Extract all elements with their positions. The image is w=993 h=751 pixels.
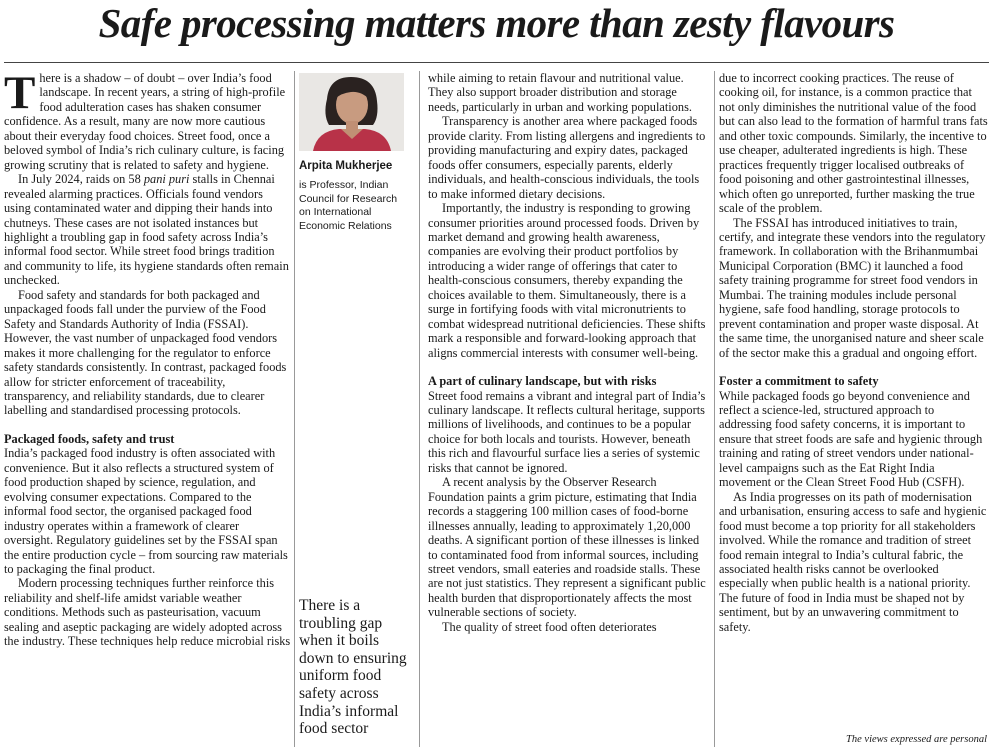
- paragraph: As India progresses on its path of modernisation and urbanisation, ensuring access to safe and hygienic food must become a top priority for all stakeholders involved. While the romance and tradition of street food remain integral to India’s cultural fabric, the associated health risks cannot be overlooked especially when public health is a national priority. The future of food in India must be shaped not by sentiment, but by an unwavering commitment to safety.: [719, 489, 987, 634]
- headline: Safe processing matters more than zesty flavours: [98, 0, 895, 46]
- paragraph: India’s packaged food industry is often associated with convenience. But it also reflects a structured system of food production shaped by science, regulation, and evolving consumer expectations. Compared to the informal food sector, the organised packaged food industry operates within a framework of clearer oversight. Regulatory guidelines set by the FSSAI span the entire production cycle – from sourcing raw materials to packaging the final product.: [4, 446, 288, 576]
- author-portrait-icon: [299, 73, 404, 151]
- paragraph: Transparency is another area where packaged foods provide clarity. From listing allergens and ingredients to providing manufacturing and expiry dates, packaged foods offer consumers, especially parents, elderly individuals, and health-conscious individuals, the tools to make informed dietary decisions.: [428, 114, 706, 201]
- column-3: [428, 71, 710, 751]
- paragraph: due to incorrect cooking practices. The reuse of cooking oil, for instance, is a common practice that not only diminishes the nutritional value of the food but can also lead to the formation of harmful trans fats and other toxic compounds. Similarly, the incentive to use cheaper, adulterated ingredients is high. These practices frequently trigger localised outbreaks of food poisoning and other gastrointestinal illnesses, which often go unreported, further masking the true scale of the problem.: [719, 71, 988, 216]
- paragraph: While packaged foods go beyond convenience and reflect a science-led, structured approach to addressing food safety concerns, it is important to ensure that street foods are safe and hygienic through training and rating of street vendors under national-level campaigns such as the Eat Right India movement or the Clean Street Food Hub (CSFH).: [719, 388, 983, 490]
- headline-rule: [4, 62, 989, 63]
- pull-quote: There is a troubling gap when it boils down to ensuring uniform food safety across India’s informal food sector: [299, 597, 407, 738]
- paragraph: Food safety and standards for both packaged and unpackaged foods fall under the purview of the Food Safety and Standards Authority of India (FSSAI). However, the vast number of unpackaged food vendors makes it more challenging for the regulator to enforce safety standards consistently. In contrast, packaged foods allow for stricter enforcement of traceability, transparency, and reliability standards, due to clearer labelling and standardised processing protocols.: [4, 287, 287, 418]
- author-photo: [299, 73, 404, 151]
- paragraph: In July 2024, raids on 58 pani puri stalls in Chennai revealed alarming practices. Officials found vendors using contaminated water and dipping their hands into chutneys. These cases are not isolated instances but highlight a troubling gap in food safety across India’s informal food sector. While street food brings tradition and community to life, its hygiene standards often remain unchecked.: [4, 172, 289, 288]
- author-name: Arpita Mukherjee: [299, 160, 393, 172]
- column-divider: [294, 71, 295, 747]
- intro-paragraph: There is a shadow – of doubt – over India’s food landscape. In recent years, a string of high-profile food adulteration cases has shaken consumer confidence. As a result, many are now more cautious about their everyday food choices. Street food, once a beloved symbol of India’s rich culinary culture, is facing growing scrutiny that is related to safety and hygiene.: [4, 71, 286, 172]
- column-4: [719, 71, 989, 751]
- paragraph: A recent analysis by the Observer Research Foundation paints a grim picture, estimating that India records a staggering 100 million cases of food-borne illnesses annually, leading to approximately 1,20,000 deaths. A significant portion of these illnesses is linked to contaminated food from informal sources, including street vendors, small eateries and roadside stalls. These are not just statistics. They represent a significant public health burden that disproportionately affects the most vulnerable sections of society.: [428, 475, 706, 620]
- subheading: Packaged foods, safety and trust: [4, 431, 175, 446]
- author-bio: is Professor, Indian Council for Research on International Economic Relations: [299, 179, 398, 232]
- paragraph: The quality of street food often deteriorates: [442, 619, 657, 634]
- paragraph: Importantly, the industry is responding to growing consumer priorities around processed foods. Driven by market demand and growing health awareness, companies are evolving their product portfolios by introducing a wider range of offerings that cater to health-conscious consumers, thereby expanding the choices available to them. Simultaneously, there is a surge in fortifying foods with vital micronutrients to combat widespread nutritional deficiencies. These shifts mark a responsible and forward-looking approach that aligns commercial interests with consumer well-being.: [428, 201, 706, 360]
- subheading: Foster a commitment to safety: [719, 374, 879, 389]
- paragraph: The FSSAI has introduced initiatives to train, certify, and integrate these vendors into the regulatory framework. In collaboration with the Brihanmumbai Municipal Corporation (BMC) it launched a food safety training programme for street food vendors in Mumbai. The training modules include personal hygiene, safe food handling, storage protocols to prevent contamination and proper waste disposal. At the same time, the unorganised nature and sheer scale of the sector make this a gradual and ongoing effort.: [719, 215, 986, 360]
- paragraph: Street food remains a vibrant and integral part of India’s culinary landscape. It reflects cultural heritage, supports millions of livelihoods, and continues to be a popular choice for both locals and tourists. However, beneath this rich and flavourful surface lies a series of systemic risks that cannot be ignored.: [428, 388, 706, 475]
- paragraph: Modern processing techniques further reinforce this reliability and shelf-life amidst variable weather conditions. Methods such as pasteurisation, vacuum sealing and aseptic packaging are widely adopted across the industry. These techniques help reduce microbial risks: [4, 576, 291, 649]
- drop-cap: T: [4, 71, 36, 119]
- column-divider: [714, 71, 715, 747]
- column-divider: [419, 71, 420, 747]
- column-1: [4, 71, 291, 751]
- subheading: A part of culinary landscape, but with risks: [428, 374, 657, 389]
- disclaimer-footer: The views expressed are personal: [846, 734, 987, 745]
- paragraph: while aiming to retain flavour and nutritional value. They also support broader distribution and storage needs, particularly in urban and working populations.: [428, 71, 692, 114]
